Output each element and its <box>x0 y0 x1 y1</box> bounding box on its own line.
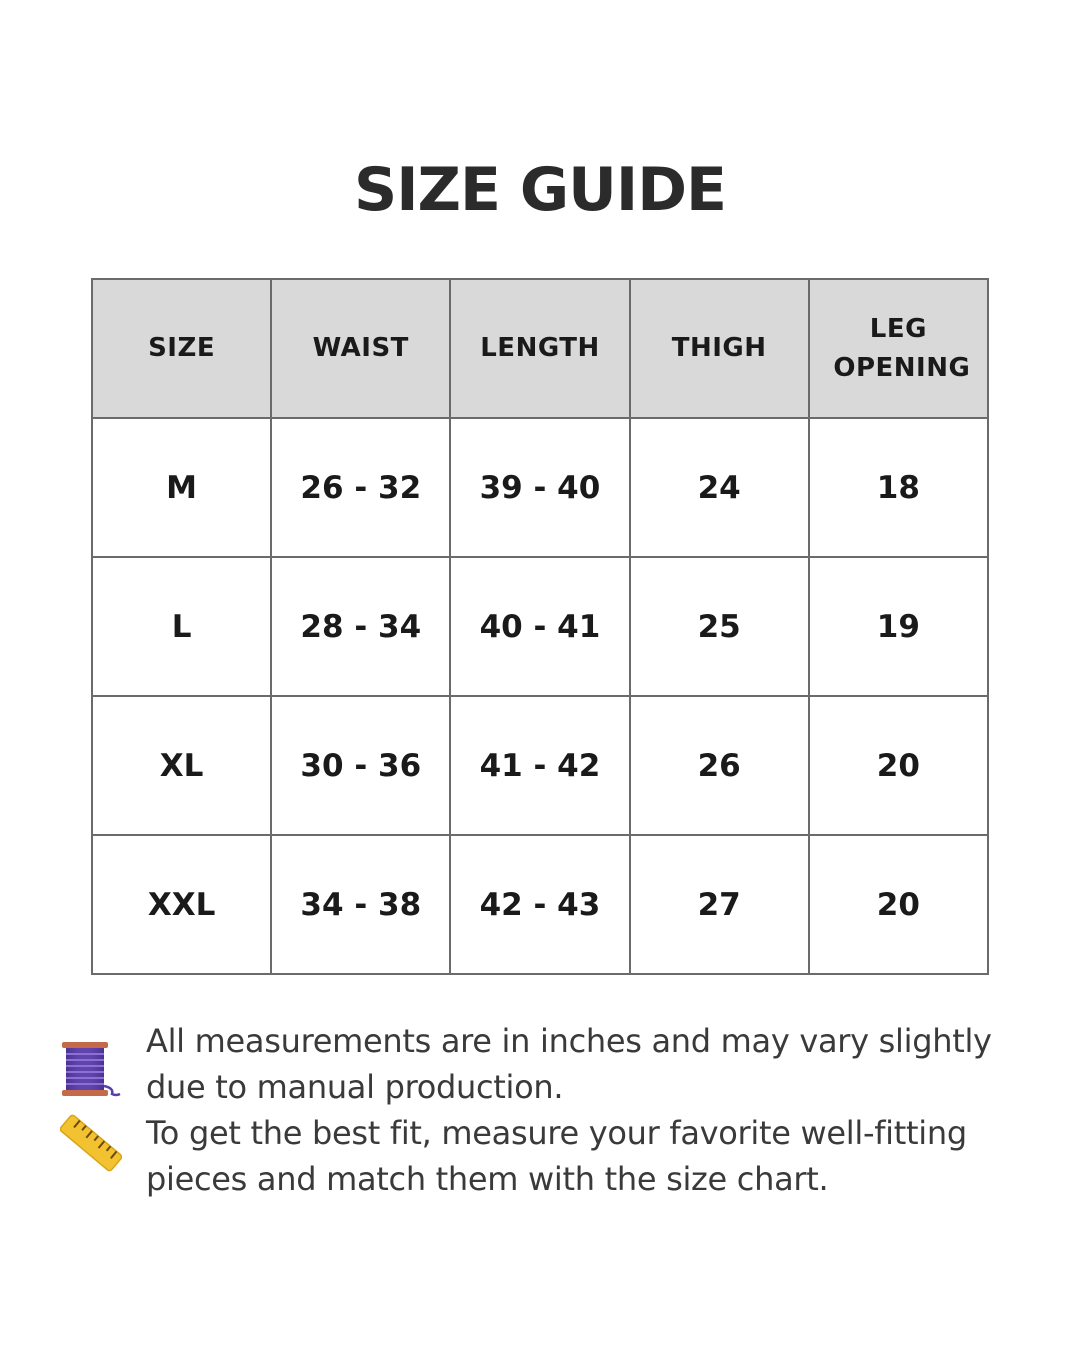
header-length: LENGTH <box>450 279 629 418</box>
cell-size: XXL <box>92 835 271 974</box>
header-size: SIZE <box>92 279 271 418</box>
cell-leg-opening: 18 <box>809 418 988 557</box>
size-chart-table <box>91 278 989 975</box>
notes-section <box>60 1018 1020 1202</box>
table-header-row <box>92 279 988 418</box>
cell-waist: 26 - 32 <box>271 418 450 557</box>
note-text: To get the best fit, measure your favorite well-fitting pieces and match them with the size chart. <box>146 1114 967 1198</box>
cell-thigh: 27 <box>630 835 809 974</box>
cell-size: XL <box>92 696 271 835</box>
header-leg-opening: LEG OPENING <box>809 279 988 418</box>
cell-leg-opening: 20 <box>809 835 988 974</box>
cell-thigh: 26 <box>630 696 809 835</box>
cell-waist: 30 - 36 <box>271 696 450 835</box>
cell-length: 40 - 41 <box>450 557 629 696</box>
note-best-fit <box>60 1110 1020 1202</box>
note-text: All measurements are in inches and may vary slightly due to manual production. <box>146 1022 992 1106</box>
table-row <box>92 418 988 557</box>
cell-waist: 28 - 34 <box>271 557 450 696</box>
cell-size: L <box>92 557 271 696</box>
note-measurements <box>60 1018 1020 1110</box>
table-row <box>92 696 988 835</box>
ruler-icon <box>60 1112 122 1174</box>
cell-leg-opening: 20 <box>809 696 988 835</box>
page-title: SIZE GUIDE <box>353 155 726 225</box>
cell-length: 41 - 42 <box>450 696 629 835</box>
cell-length: 39 - 40 <box>450 418 629 557</box>
cell-thigh: 24 <box>630 418 809 557</box>
header-thigh: THIGH <box>630 279 809 418</box>
thread-spool-icon <box>60 1038 122 1100</box>
cell-thigh: 25 <box>630 557 809 696</box>
cell-waist: 34 - 38 <box>271 835 450 974</box>
table-row <box>92 835 988 974</box>
cell-size: M <box>92 418 271 557</box>
header-waist: WAIST <box>271 279 450 418</box>
cell-leg-opening: 19 <box>809 557 988 696</box>
table-row <box>92 557 988 696</box>
cell-length: 42 - 43 <box>450 835 629 974</box>
